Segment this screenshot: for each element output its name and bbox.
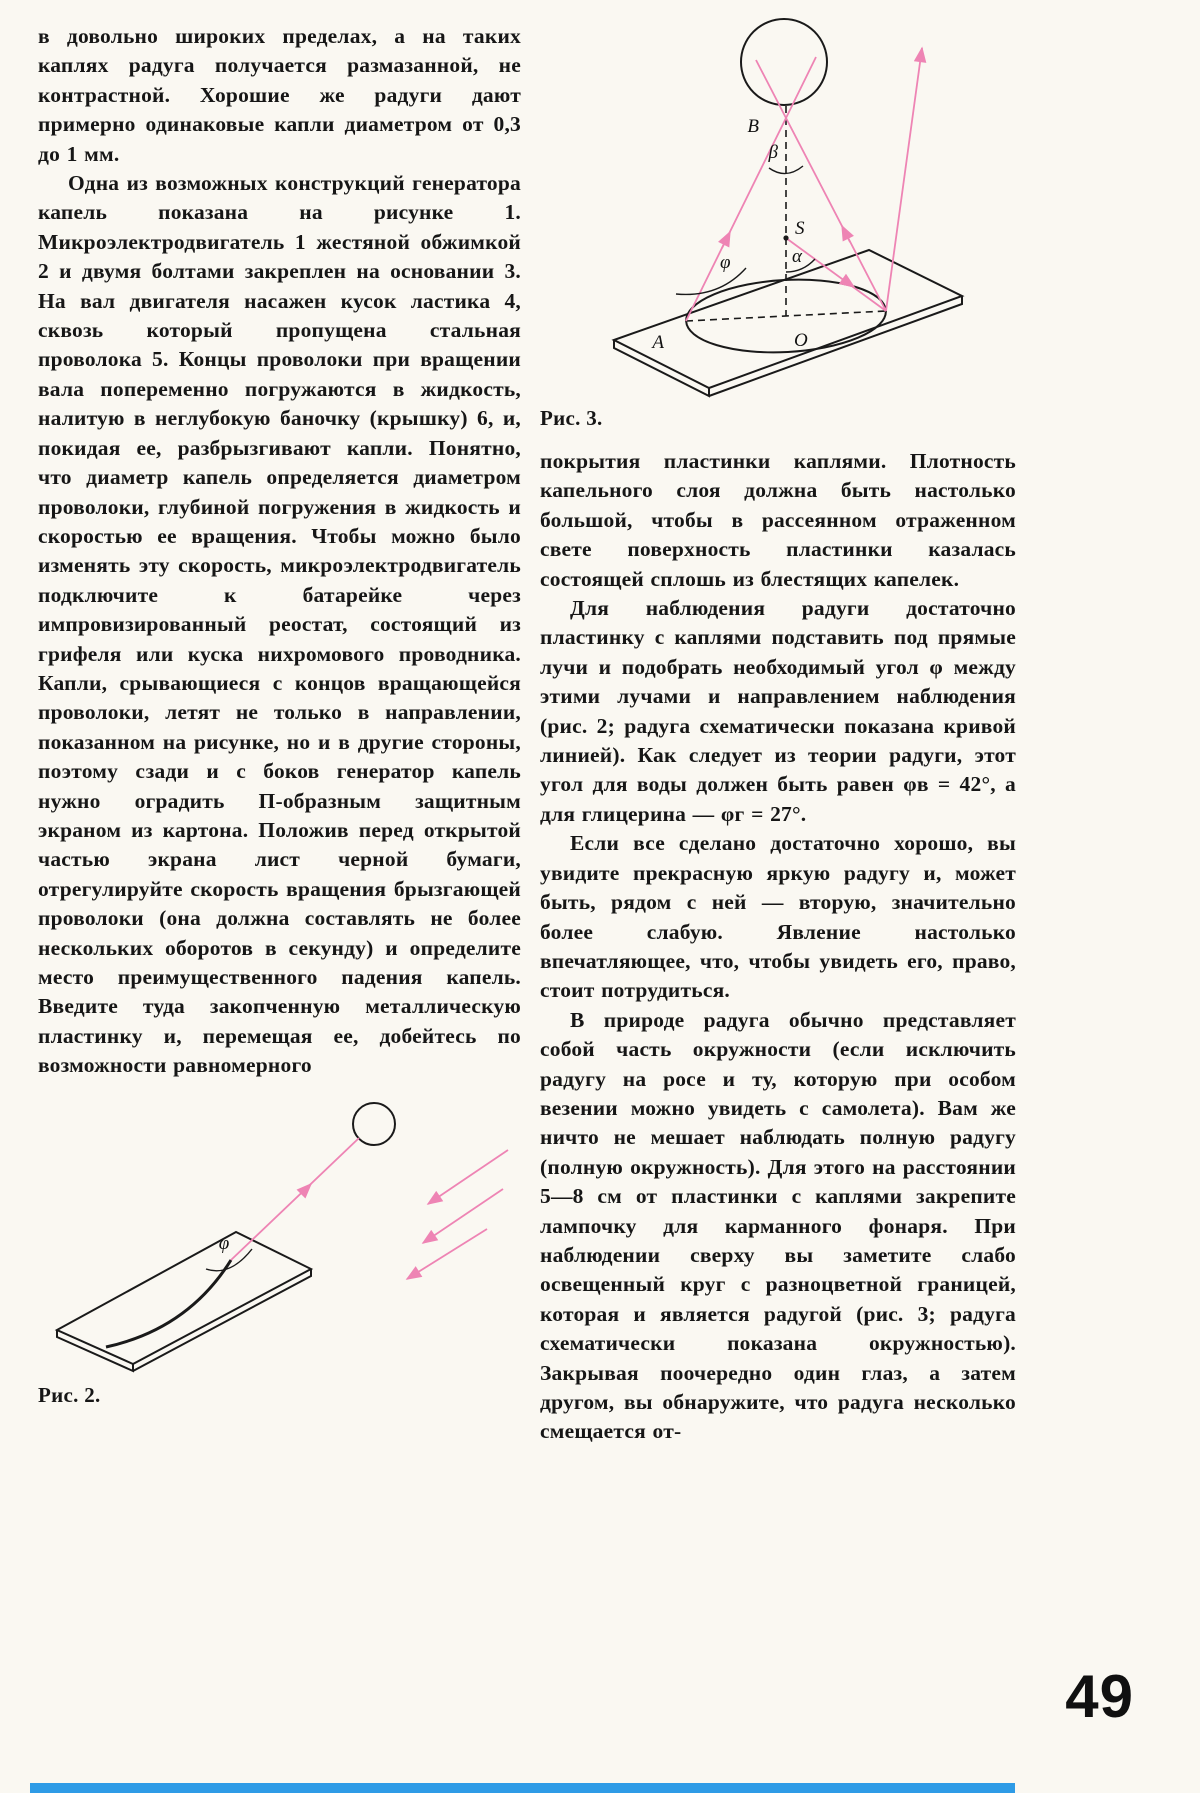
body-paragraph: Для наблюдения радуги достаточно пластинку с каплями подставить под прямые лучи и подобрать необходимый угол φ между этими лучами и направлением наблюдения (рис. 2; радуга схематически показана кривой линией). Как следует из теории радуги, этот угол для воды должен быть равен φв = 42°, а для глицерина — φг = 27°.	[540, 596, 1016, 826]
body-paragraph: Если все сделано достаточно хорошо, вы увидите прекрасную яркую радугу и, может быть, рядом с ней — вторую, значительно более слабую. Явление настолько впечатляющее, что, чтобы увидеть его, право, стоит потрудиться.	[540, 831, 1016, 1003]
figure-2-caption: Рис. 2.	[38, 1382, 101, 1407]
label-beta: β	[768, 142, 778, 163]
body-paragraph: Одна из возможных конструкций генератора капель показана на рисунке 1. Микроэлектродвигатель 1 жестяной обжимкой 2 и двумя болтами закреплен на основании 3. На вал двигателя насажен кусок ластика 4, сквозь который пропущена стальная проволока 5. Концы проволоки при вращении вала попеременно погружаются в жидкость, налитую в неглубокую баночку (крышку) 6, и, покидая ее, разбрызгивают капли. Понятно, что диаметр капель определяется диаметром проволоки, глубиной погружения в жидкость и скоростью ее вращения. Чтобы можно было изменять эту скорость, микроэлектродвигатель подключите к батарейке через импровизированный реостат, состоящий из грифеля или куска нихромового проводника. Капли, срывающиеся с концов вращающейся проволоки, летят не только в направлении, показанном на рисунке, но и в другие стороны, поэтому сзади и с боков генератор капель нужно оградить П-образным защитным экраном из картона. Положив перед открытой частью экрана лист черной бумаги, отрегулируйте скорость вращения брызгающей проволоки (она должна составлять не более нескольких оборотов в секунду) и определите место преимущественного падения капель. Введите туда закопченную металлическую пластинку и, перемещая ее, добейтесь по возможности равномерного	[38, 171, 521, 1078]
figure-2-diagram	[38, 1097, 518, 1377]
light-rays	[231, 1138, 508, 1279]
rainbow-arc	[106, 1260, 231, 1347]
label-phi: φ	[720, 252, 731, 273]
body-paragraph: покрытия пластинки каплями. Плотность капельного слоя должна быть настолько большой, чтобы в рассеянном отраженном свете поверхность пластинки казалась состоящей сплошь из блестящих капелек.	[540, 449, 1016, 591]
body-paragraph: В природе радуга обычно представляет собой часть окружности (если исключить радугу на росе и ту, которую при особом везении можно увидеть с самолета). Вам же ничто не мешает наблюдать полную радугу (полную окружность). Для этого на расстоянии 5—8 см от пластинки с каплями закрепите лампочку для карманного фонаря. При наблюдении сверху вы заметите слабо освещенный круг с разноцветной границей, которая и является радугой (рис. 3; радуга схематически показана окружностью). Закрывая поочередно один глаз, а затем другом, вы обнаружите, что радуга несколько смещается от-	[540, 1007, 1016, 1444]
page-number: 49	[1065, 1663, 1134, 1730]
label-S: S	[795, 218, 805, 239]
footer-accent-bar	[30, 1783, 1015, 1793]
right-column	[540, 10, 1016, 1447]
plate	[57, 1232, 311, 1371]
label-B: B	[747, 116, 759, 137]
label-phi: φ	[218, 1232, 230, 1254]
left-column	[38, 22, 521, 1408]
point-S	[783, 235, 788, 240]
label-O: O	[794, 330, 808, 351]
figure-2	[38, 1097, 521, 1408]
label-alpha: α	[792, 246, 802, 267]
figure-3	[540, 10, 1016, 431]
figure-3-caption: Рис. 3.	[540, 406, 603, 430]
body-paragraph: в довольно широких пределах, а на таких каплях радуга получается размазанной, не контрастной. Хорошие же радуги дают примерно одинаковые капли диаметром от 0,3 до 1 мм.	[38, 24, 521, 166]
figure-3-diagram	[554, 10, 1014, 402]
label-A: A	[652, 332, 664, 353]
